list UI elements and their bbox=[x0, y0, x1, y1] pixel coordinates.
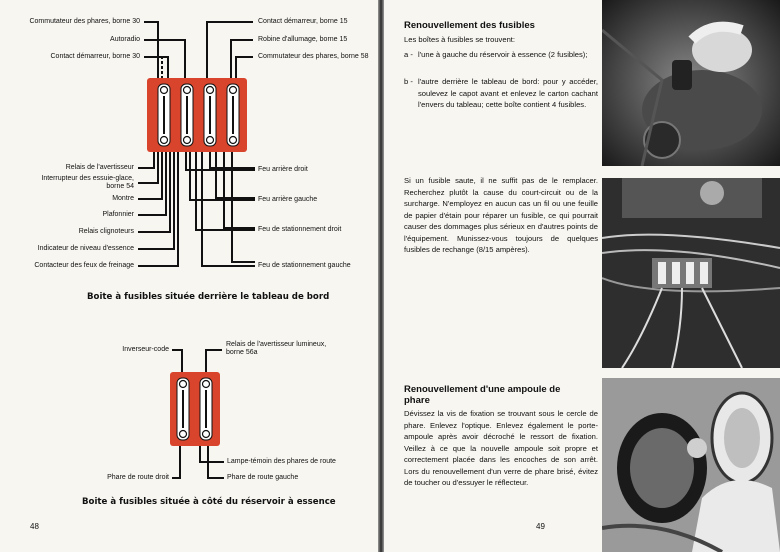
label-commutateur-phares-58: Commutateur des phares, borne 58 bbox=[258, 53, 369, 60]
list-item bbox=[404, 76, 598, 111]
label-feu-stationnement-droit: Feu de stationnement droit bbox=[258, 226, 342, 233]
photo-fuse-replacement bbox=[602, 0, 780, 166]
list-marker: a - bbox=[404, 50, 413, 59]
label-bobine-allumage-15: Robine d'allumage, borne 15 bbox=[258, 36, 348, 43]
wire bbox=[216, 152, 255, 198]
page-number: 48 bbox=[30, 522, 39, 531]
label-phare-route-droit: Phare de route droit bbox=[107, 474, 169, 481]
wire bbox=[196, 152, 255, 230]
wire bbox=[144, 40, 185, 78]
label-commutateur-phares-30: Commutateur des phares, borne 30 bbox=[29, 18, 140, 25]
label-contact-demarreur-30: Contact démarreur, borne 30 bbox=[50, 53, 140, 60]
fusebox-diagram-1 bbox=[0, 0, 378, 552]
wire bbox=[190, 152, 255, 200]
list-text: l'une à gauche du réservoir à essence (2 fusibles); bbox=[418, 50, 588, 59]
label-lampe-temoin: Lampe-témoin des phares de route bbox=[227, 458, 336, 465]
section2-paragraph: Dévissez la vis de fixation se trouvant sous le cercle de phare. Enlevez l'optique. Enlevez également le porte-ampoule après avoir décroché le ressort de fixation. Veillez à ce que la nouvelle ampoule soit propre et correctement placée dans les encoches de son arrêt. Lors du renouvellement d'un verre de phare brisé, évitez de toucher ou d'essuyer le réflecteur. bbox=[404, 409, 598, 487]
label-relais-avertisseur: Relais de l'avertisseur bbox=[65, 164, 134, 171]
wire bbox=[144, 57, 168, 78]
wire bbox=[144, 22, 158, 78]
label-indicateur-essence: Indicateur de niveau d'essence bbox=[37, 245, 134, 252]
photo-headlight-bulb bbox=[602, 378, 780, 552]
wire bbox=[236, 57, 253, 78]
label-relais-clignoteurs: Relais clignoteurs bbox=[78, 228, 134, 235]
label-contacteur-freinage: Contacteur des feux de freinage bbox=[34, 262, 134, 269]
photo-fuse-box-dashboard bbox=[602, 178, 780, 368]
fusebox1-caption: Boite à fusibles située derrière le tableau de bord bbox=[87, 292, 330, 302]
label-feu-stationnement-gauche: Feu de stationnement gauche bbox=[258, 262, 351, 269]
wire bbox=[138, 152, 154, 168]
section1-intro: Les boîtes à fusibles se trouvent: bbox=[404, 35, 516, 44]
list-marker: b - bbox=[404, 77, 413, 86]
label-montre: Montre bbox=[112, 195, 134, 202]
label-plafonnier: Plafonnier bbox=[102, 211, 134, 218]
wire bbox=[231, 40, 253, 78]
left-page bbox=[0, 0, 378, 552]
section1-paragraph: Si un fusible saute, il ne suffit pas de le remplacer. Recherchez plutôt la cause du court-circuit ou de la surcharge. N'employez en aucun cas un fil ou une feuille de papier d'étain pour réparer un fusible, ce qui pourrait causer des dommages plus sérieux en d'autres points de l'équipement. Munissez-vous toujours de quelques fusibles de rechange (8/15 ampères). bbox=[404, 176, 598, 254]
label-inverseur-code: Inverseur-code bbox=[122, 346, 169, 353]
fusebox2-caption: Boite à fusibles située à côté du réservoir à essence bbox=[82, 497, 336, 507]
label-feu-arriere-gauche: Feu arrière gauche bbox=[258, 196, 318, 203]
wire bbox=[138, 152, 174, 249]
label-feu-arriere-droit: Feu arrière droit bbox=[258, 166, 308, 173]
page-number: 49 bbox=[536, 522, 545, 531]
label-contact-demarreur-15: Contact démarreur, borne 15 bbox=[258, 18, 348, 25]
label-autoradio: Autoradio bbox=[110, 36, 140, 43]
wire bbox=[206, 350, 222, 372]
label-interrupteur-essuie-glace: Interrupteur des essuie-glace, borne 54 bbox=[41, 175, 134, 190]
label-relais-avertisseur-lumineux: Relais de l'avertisseur lumineux, borne 56a bbox=[226, 341, 327, 356]
section2-heading: Renouvellement d'une ampoule de phare bbox=[404, 384, 561, 406]
section1-heading: Renouvellement des fusibles bbox=[404, 20, 535, 31]
wire bbox=[172, 350, 182, 372]
wire bbox=[200, 446, 224, 462]
wire bbox=[224, 152, 255, 228]
right-page bbox=[384, 0, 780, 552]
list-text: l'autre derrière le tableau de bord: pour y accéder, soulevez le capot avant et enlevez le carton cachant l'envers du tableau; cette boîte contient 4 fusibles. bbox=[418, 77, 598, 109]
label-phare-route-gauche: Phare de route gauche bbox=[227, 474, 299, 481]
list-item bbox=[404, 49, 598, 61]
wire bbox=[172, 446, 180, 478]
